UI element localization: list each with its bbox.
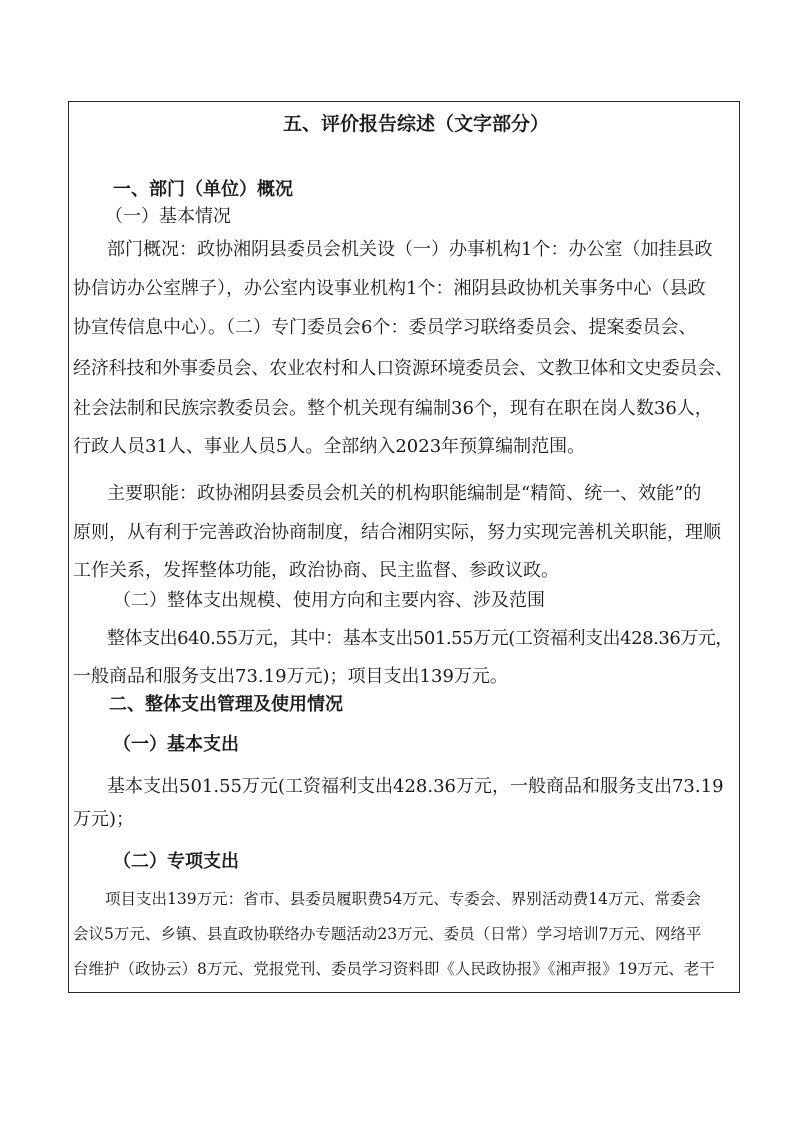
subsection-heading-1-1: （一）基本情况: [105, 206, 231, 227]
subsection-heading-2-2: （二）专项支出: [113, 851, 239, 872]
paragraph-line: 主要职能：政协湘阴县委员会机关的机构职能编制是“精简、统一、效能”的: [107, 483, 702, 504]
document-frame: [68, 101, 740, 993]
subsection-heading-2-1: （一）基本支出: [113, 734, 239, 755]
paragraph-line: 协信访办公室牌子），办公室内设事业机构1个：湘阴县政协机关事务中心（县政: [73, 278, 706, 299]
subsection-heading-1-2: （二）整体支出规模、使用方向和主要内容、涉及范围: [113, 590, 545, 611]
paragraph-line: 经济科技和外事委员会、农业农村和人口资源环境委员会、文教卫体和文史委员会、: [73, 358, 733, 379]
paragraph-line: 项目支出139万元：省市、县委员履职费54万元、专委会、界别活动费14万元、常委会: [105, 890, 702, 908]
paragraph-line: 基本支出501.55万元(工资福利支出428.36万元，一般商品和服务支出73.19: [107, 776, 724, 797]
section-heading-1: 一、部门（单位）概况: [113, 179, 293, 200]
paragraph-line: 社会法制和民族宗教委员会。整个机关现有编制36个，现有在职在岗人数36人，: [73, 398, 713, 419]
paragraph-line: 万元)；: [73, 809, 135, 830]
paragraph-line: 行政人员31人、事业人员5人。全部纳入2023年预算编制范围。: [73, 436, 586, 457]
paragraph-line: 部门概况：政协湘阴县委员会机关设（一）办事机构1个：办公室（加挂县政: [107, 239, 713, 260]
paragraph-line: 协宣传信息中心）。（二）专门委员会6个：委员学习联络委员会、提案委员会、: [73, 317, 697, 338]
section-heading-2: 二、整体支出管理及使用情况: [109, 694, 343, 715]
paragraph-line: 会议5万元、乡镇、县直政协联络办专题活动23万元、委员（日常）学习培训7万元、网络平: [73, 925, 702, 943]
paragraph-line: 一般商品和服务支出73.19万元)；项目支出139万元。: [73, 666, 508, 687]
page-title: 五、评价报告综述（文字部分）: [283, 113, 550, 135]
paragraph-line: 工作关系，发挥整体功能，政治协商、民主监督、参政议政。: [73, 560, 559, 581]
paragraph-line: 整体支出640.55万元，其中：基本支出501.55万元(工资福利支出428.36万元，: [107, 628, 733, 649]
paragraph-line: 原则，从有利于完善政治协商制度，结合湘阴实际，努力实现完善机关职能，理顺: [73, 522, 721, 543]
paragraph-line: 台维护（政协云）8万元、党报党刊、委员学习资料即《人民政协报》《湘声报》19万元、老干: [73, 960, 715, 978]
